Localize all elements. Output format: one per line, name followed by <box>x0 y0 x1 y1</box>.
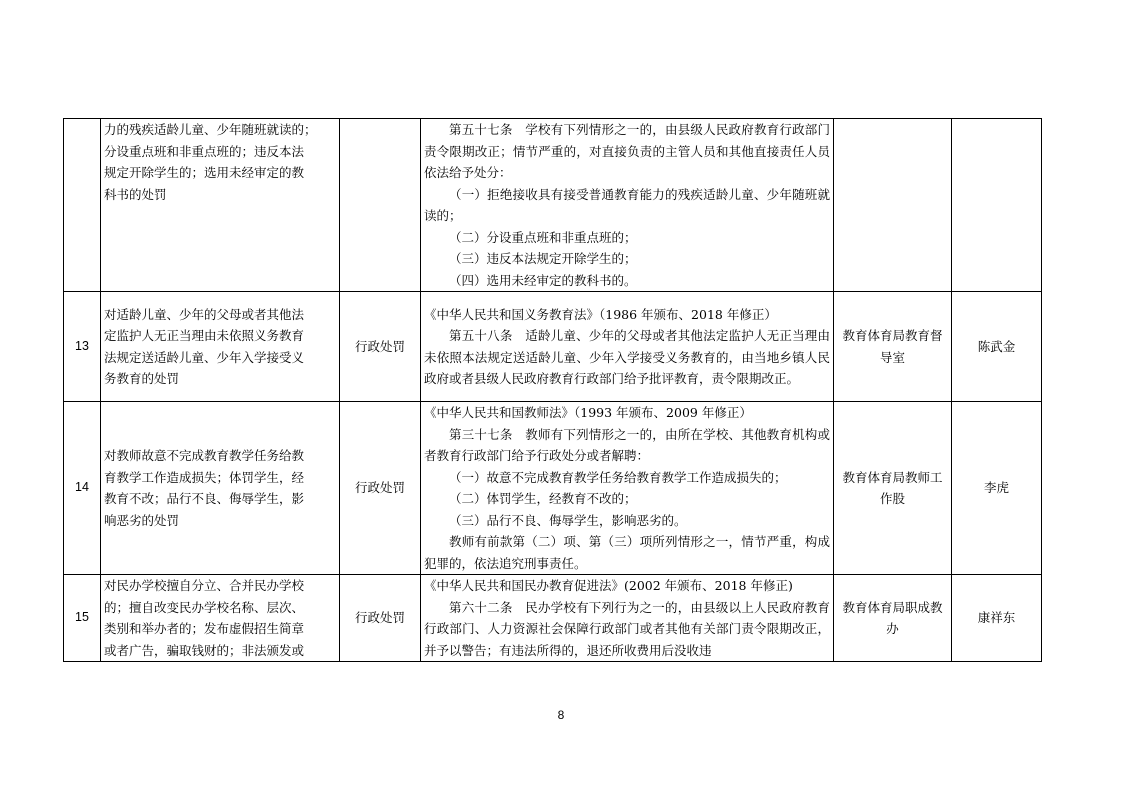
type-cell: 行政处罚 <box>340 402 421 575</box>
table-row <box>64 402 1042 575</box>
person-cell: 李虎 <box>952 402 1042 575</box>
type-cell: 行政处罚 <box>340 575 421 662</box>
type-cell <box>340 119 421 292</box>
row-number <box>64 119 101 292</box>
row-number: 13 <box>64 292 101 402</box>
basis-extra: 教师有前款第（二）项、第（三）项所列情形之一，情节严重，构成犯罪的，依法追究刑事责任。 <box>424 534 830 571</box>
basis-cell: 第五十七条 学校有下列情形之一的，由县级人民政府教育行政部门责令限期改正；情节严重的，对直接负责的主管人员和其他直接责任人员依法给予处分： （一）拒绝接收具有接受普通教育能力的残疾适龄儿童、少年随班就读的； （二）分设重点班和非重点班的； （三）违反本法规定开除学生的； （四）选用未经审定的教科书的。 <box>421 119 834 292</box>
basis-title: 《中华人民共和国义务教育法》（1986 年颁布、2018 年修正） <box>424 306 777 322</box>
basis-title: 《中华人民共和国教师法》（1993 年颁布、2009 年修正） <box>424 405 752 420</box>
table-row <box>64 292 1042 402</box>
dept-cell: 教育体育局教育督导室 <box>834 292 952 402</box>
person-cell: 康祥东 <box>952 575 1042 662</box>
basis-article: 第三十七条 教师有下列情形之一的，由所在学校、其他教育机构或者教育行政部门给予行政处分或者解聘： <box>424 426 830 463</box>
page-number: 8 <box>557 708 565 722</box>
dept-cell: 教育体育局职成教办 <box>834 575 952 662</box>
table-row <box>64 575 1042 662</box>
table-row <box>64 119 1042 292</box>
item-cell: 对教师故意不完成教育教学任务给教 育教学工作造成损失；体罚学生，经 教育不改；品行不良、侮辱学生，影 响恶劣的处罚 <box>101 402 340 575</box>
row-number: 15 <box>64 575 101 662</box>
person-cell <box>952 119 1042 292</box>
basis-cell: 《中华人民共和国教师法》（1993 年颁布、2009 年修正） 第三十七条 教师有下列情形之一的，由所在学校、其他教育机构或者教育行政部门给予行政处分或者解聘： （一）故意不完成教育教学任务给教育教学工作造成损失的； （二）体罚学生，经教育不改的； （三）品行不良、侮辱学生，影响恶劣的。 教师有前款第（二）项、第（三）项所列情形之一，情节严重，构成犯罪的，依法追究刑事责任。 <box>421 402 834 575</box>
basis-article: 第六十二条 民办学校有下列行为之一的，由县级以上人民政府教育行政部门、人力资源社会保障行政部门或者其他有关部门责令限期改正，并予以警告；有违法所得的，退还所收费用后没收违 <box>424 599 830 658</box>
basis-cell <box>421 575 834 662</box>
item-cell: 对适龄儿童、少年的父母或者其他法 定监护人无正当理由未依照义务教育 法规定送适龄儿童、少年入学接受义 务教育的处罚 <box>101 292 340 402</box>
penalty-table <box>63 118 1042 662</box>
basis-article: 第五十七条 学校有下列情形之一的，由县级人民政府教育行政部门责令限期改正；情节严重的，对直接负责的主管人员和其他直接责任人员依法给予处分： <box>424 122 830 180</box>
basis-cell <box>421 292 834 402</box>
item-cell: 力的残疾适龄儿童、少年随班就读的； 分设重点班和非重点班的；违反本法 规定开除学生的；选用未经审定的教 科书的处罚 <box>101 119 340 292</box>
row-number: 14 <box>64 402 101 575</box>
type-cell: 行政处罚 <box>340 292 421 402</box>
dept-cell <box>834 119 952 292</box>
dept-cell: 教育体育局教师工作股 <box>834 402 952 575</box>
basis-article: 第五十八条 适龄儿童、少年的父母或者其他法定监护人无正当理由未依照本法规定送适龄儿童、少年入学接受义务教育的，由当地乡镇人民政府或者县级人民政府教育行政部门给予批评教育，责令限期改正。 <box>424 328 830 386</box>
basis-title: 《中华人民共和国民办教育促进法》(2002 年颁布、2018 年修正) <box>424 578 793 593</box>
item-cell: 对民办学校擅自分立、合并民办学校 的；擅自改变民办学校名称、层次、 类别和举办者的；发布虚假招生简章 或者广告，骗取钱财的；非法颁发或 <box>101 575 340 662</box>
person-cell: 陈武金 <box>952 292 1042 402</box>
